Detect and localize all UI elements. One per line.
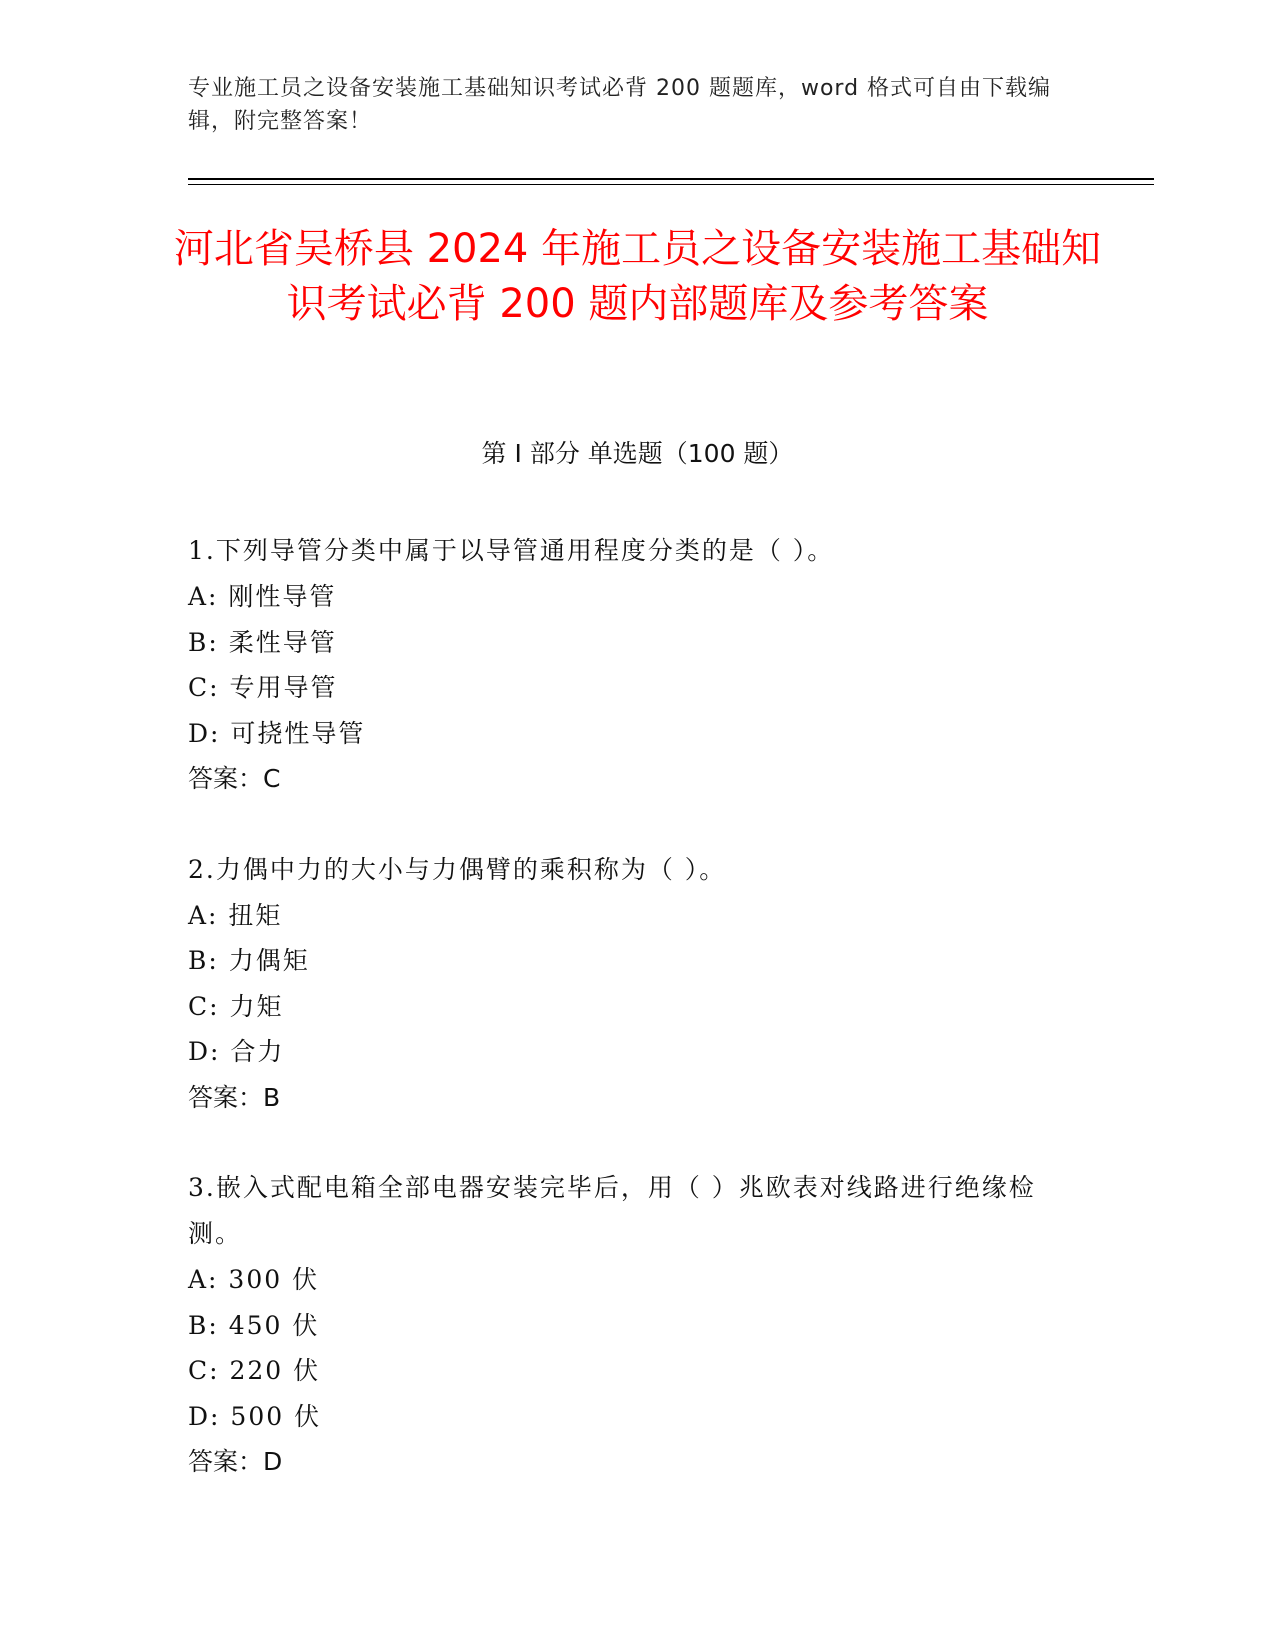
option-c: C: 力矩 [188,991,284,1021]
question-list [188,528,1078,1530]
option-a: A: 300 伏 [188,1265,320,1294]
document-title: 河北省吴桥县 2024 年施工员之设备安装施工基础知识考试必背 200 题内部题库及参考答案 [173,226,1102,327]
option-c: C: 专用导管 [188,673,338,702]
header-note: 专业施工员之设备安装施工基础知识考试必背 200 题题库，word 格式可自由下载编辑，附完整答案！ [188,76,1052,134]
question-item [188,847,1078,1121]
option-b: B: 力偶矩 [188,946,310,975]
question-item [188,528,1078,802]
header-rule-thick [188,178,1154,180]
option-d: D: 合力 [188,1037,285,1066]
option-a: A: 扭矩 [188,900,283,930]
section-heading: 第 I 部分 单选题（100 题） [481,439,794,468]
question-item [188,1165,1078,1485]
option-d: D: 可挠性导管 [188,718,366,748]
answer-line: 答案：C [188,764,281,793]
option-c: C: 220 伏 [188,1356,321,1385]
answer-line: 答案：B [188,1082,281,1112]
question-stem: 2.力偶中力的大小与力偶臂的乘积称为（ ）。 [188,854,727,884]
question-stem: 1.下列导管分类中属于以导管通用程度分类的是（ ）。 [188,536,835,565]
option-b: B: 柔性导管 [188,627,337,657]
question-stem: 3.嵌入式配电箱全部电器安装完毕后，用（ ）兆欧表对线路进行绝缘检测。 [188,1173,1036,1248]
option-b: B: 450 伏 [188,1310,320,1340]
answer-line: 答案：D [188,1447,283,1476]
header-rule-thin [188,184,1154,185]
option-d: D: 500 伏 [188,1401,322,1431]
option-a: A: 刚性导管 [188,582,337,611]
